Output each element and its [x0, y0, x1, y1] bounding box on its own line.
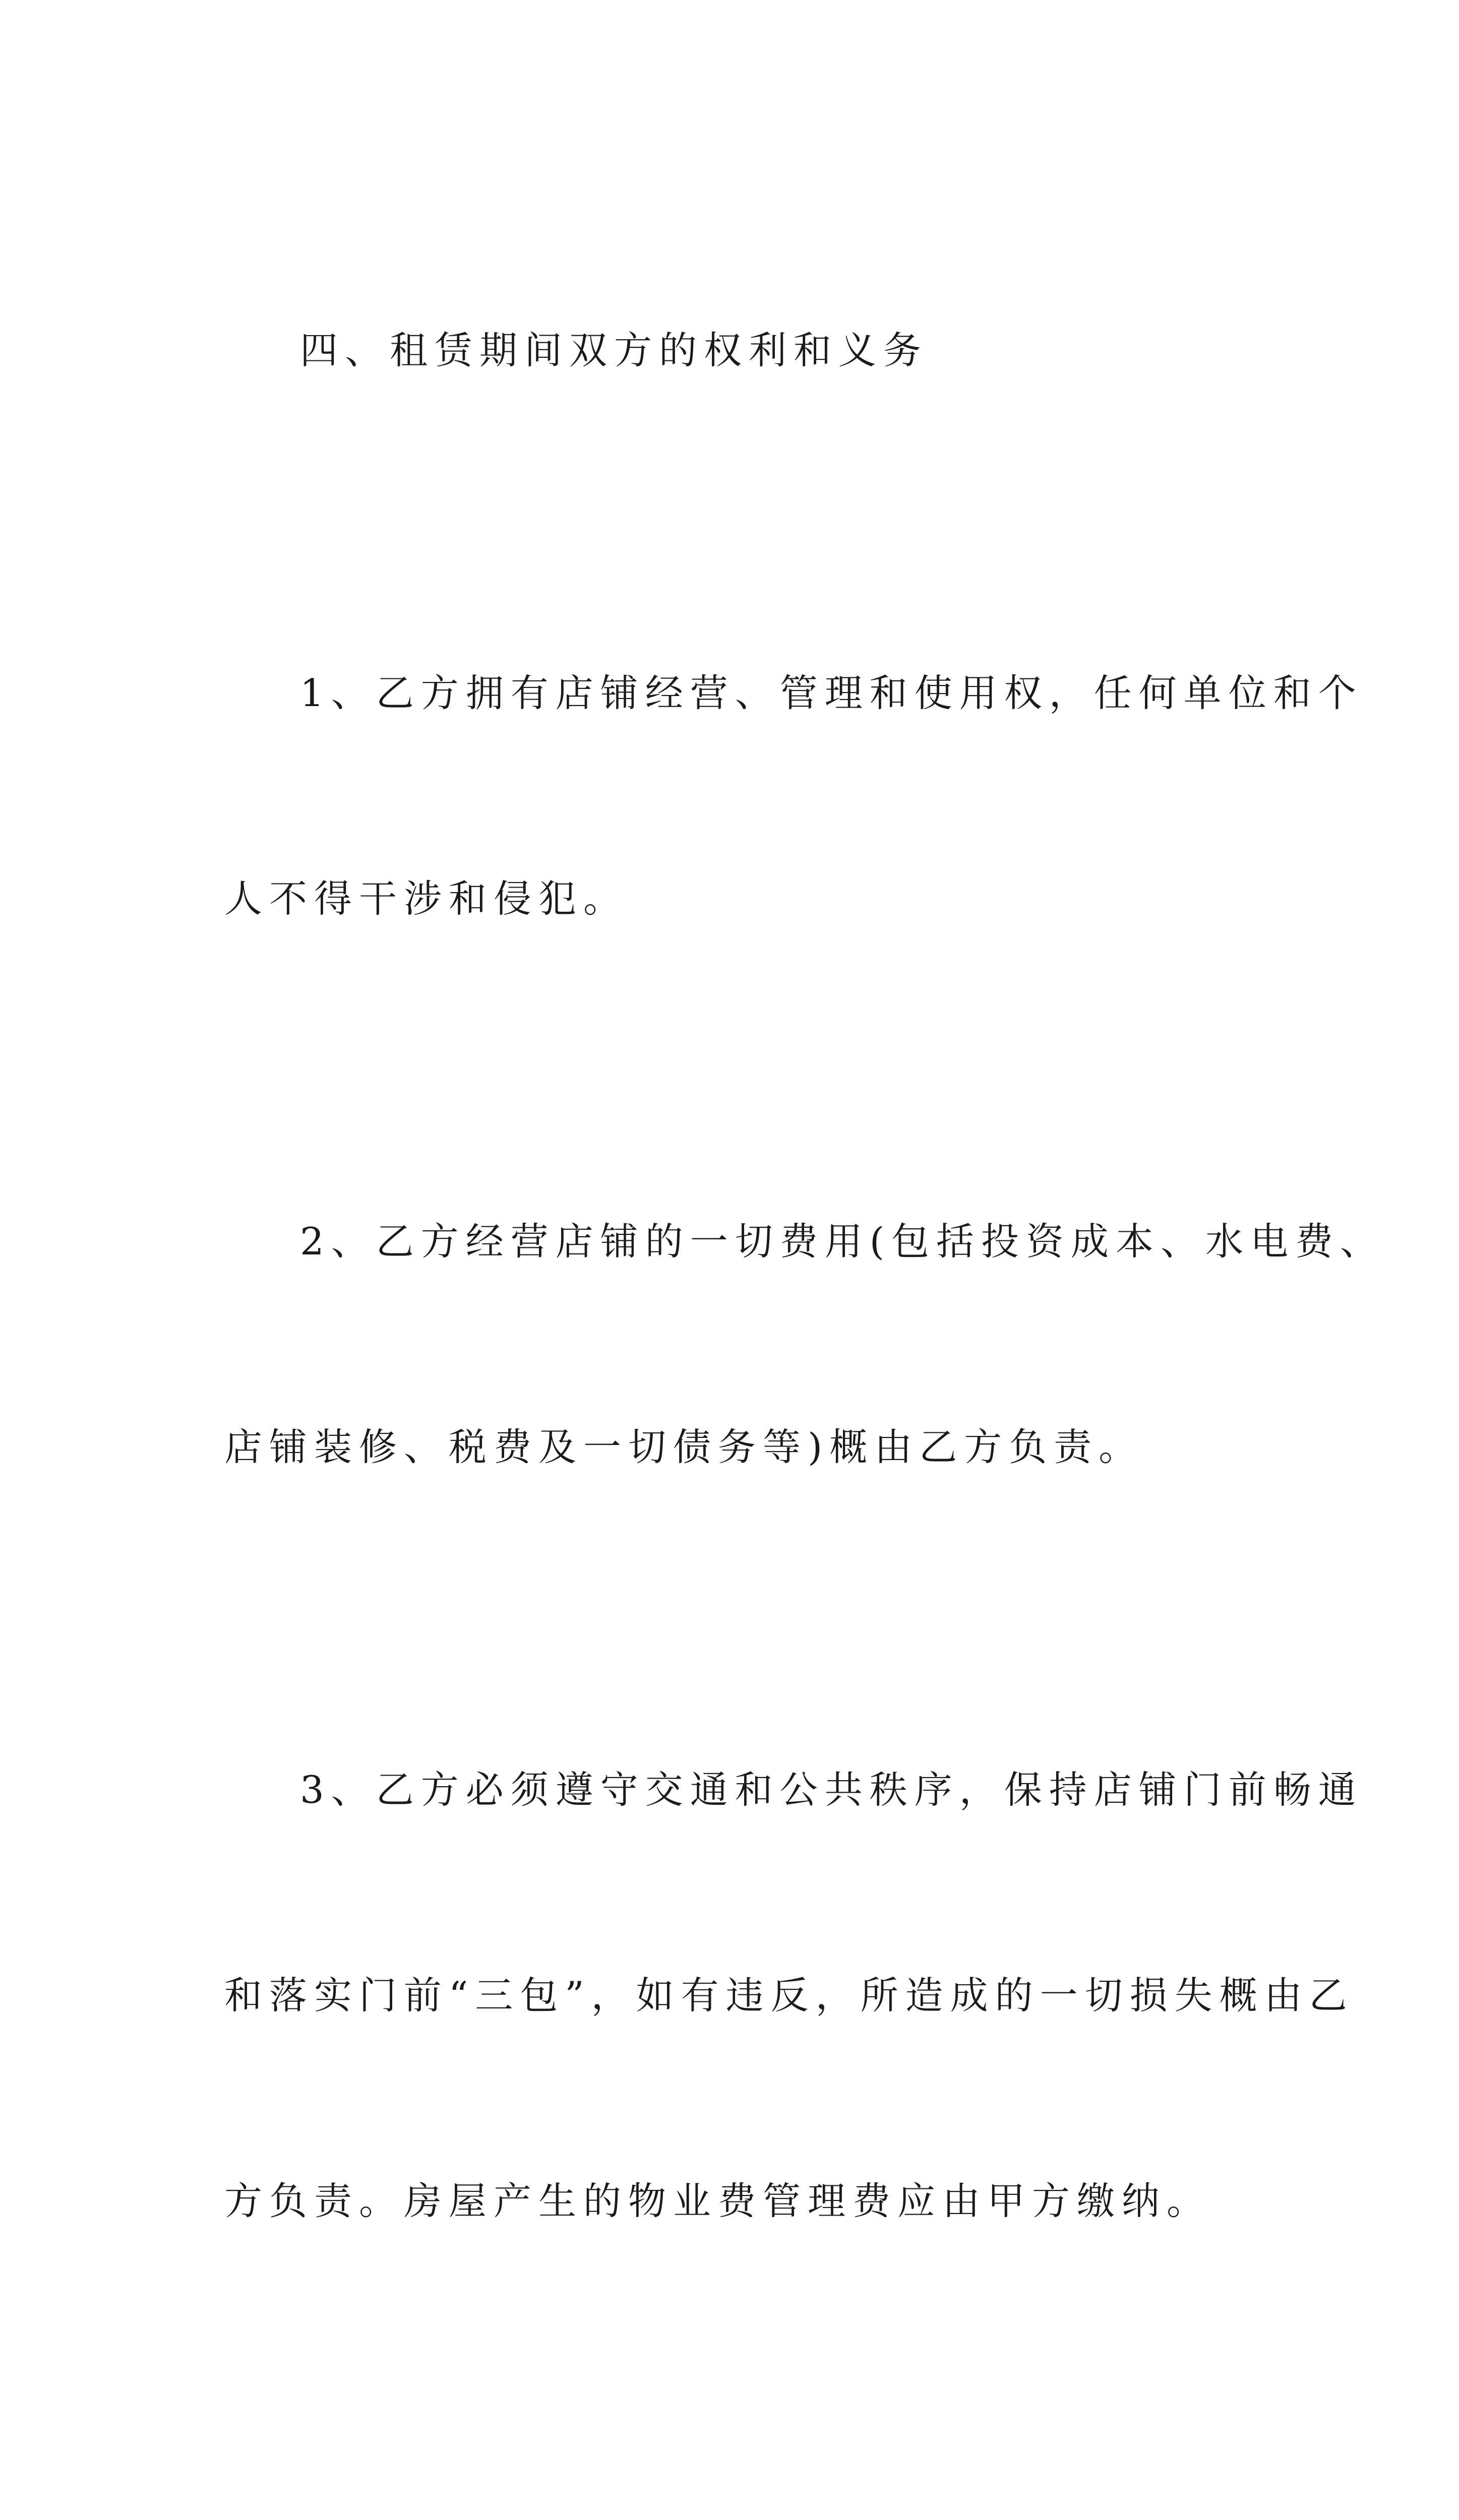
text-line [224, 2509, 1248, 2520]
text-line: 3、乙方必须遵守交通和公共秩序，保持店铺门前畅通 [300, 1768, 1363, 1812]
section-heading [224, 179, 1248, 522]
text-line: 四、租赁期间双方的权利和义务 [300, 328, 929, 372]
clause-paragraph [224, 2372, 1248, 2520]
clause-paragraph [224, 1070, 1385, 1618]
clause-paragraph [224, 1618, 1363, 2372]
text-line: 店铺装修、税费及一切债务等)概由乙方负责。 [224, 1425, 1144, 1469]
text-line: 1、乙方拥有店铺经营、管理和使用权，任何单位和个 [300, 671, 1363, 715]
text-line: 人不得干涉和侵犯。 [224, 876, 629, 921]
text-line: 2、乙方经营店铺的一切费用(包括投资成本、水电费、 [300, 1219, 1385, 1264]
text-line: 和落实门前“三包”，如有违反，所造成的一切损失概由乙 [224, 1973, 1354, 2018]
clause-paragraph [224, 522, 1363, 1070]
text-line: 方负责。房屋产生的物业费管理费应由甲方缴纳。 [224, 2179, 1212, 2223]
document-body [224, 179, 1385, 2520]
